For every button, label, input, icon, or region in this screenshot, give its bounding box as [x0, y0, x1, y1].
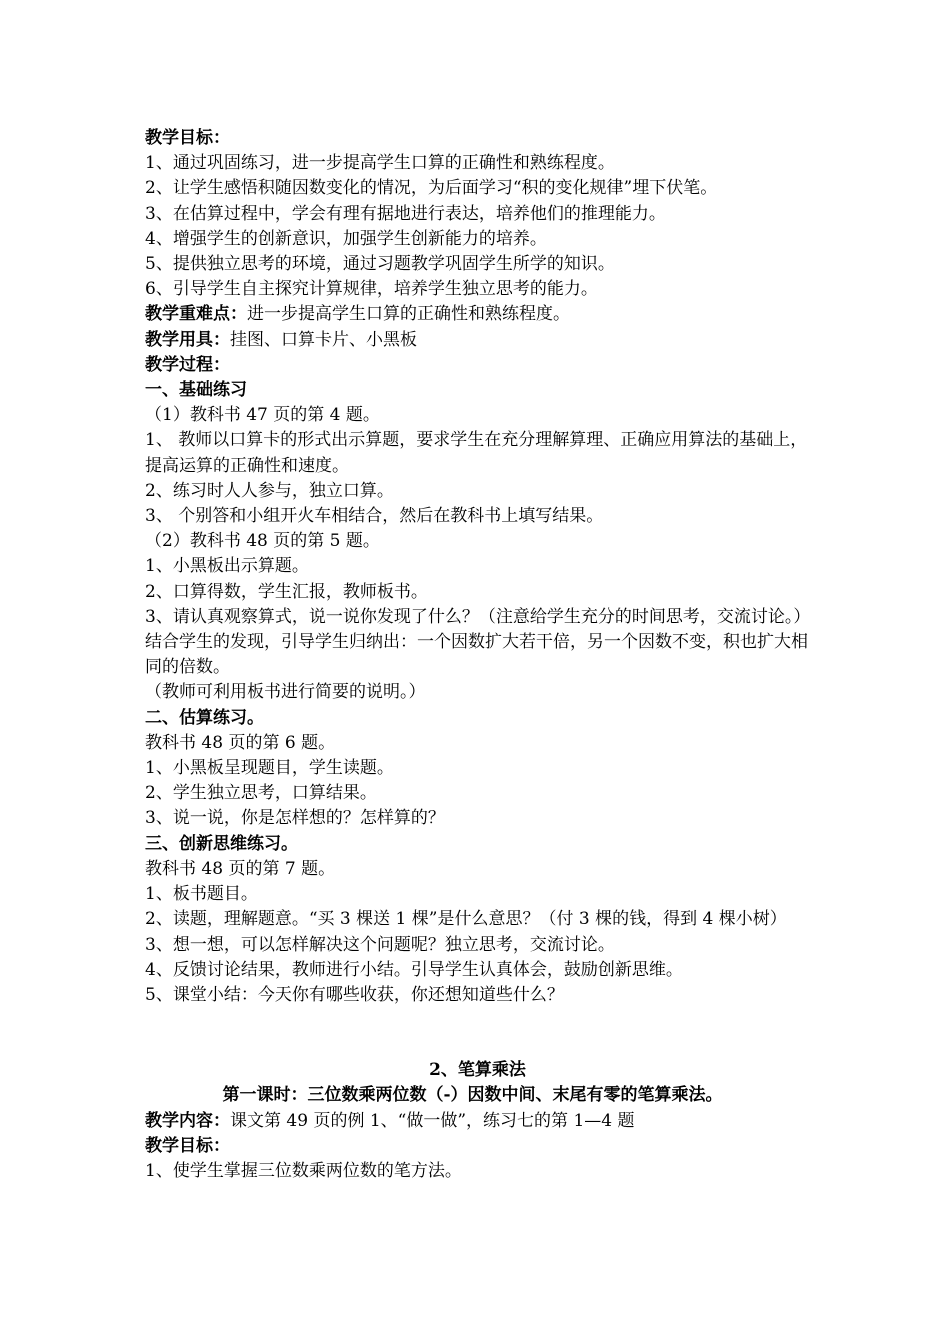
section-spacer — [145, 1008, 810, 1058]
key-difficulty-line — [145, 302, 810, 327]
teaching-content-line — [145, 1109, 810, 1134]
exercise-reference: 教科书 48 页的第 7 题。 — [145, 858, 336, 879]
step-item: 1、板书题目。 — [145, 884, 258, 905]
section-heading: 二、估算练习。 — [145, 707, 264, 728]
objective-item: 2、让学生感悟积随因数变化的情况，为后面学习“积的变化规律”埋下伏笔。 — [145, 178, 718, 199]
objective-item: 3、在估算过程中，学会有理有据地进行表达，培养他们的推理能力。 — [145, 203, 666, 224]
objective-item: 5、提供独立思考的环境，通过习题教学巩固学生所学的知识。 — [145, 254, 615, 275]
section-heading: 教学过程： — [145, 354, 230, 375]
objective-item: 1、使学生掌握三位数乘两位数的笔方法。 — [145, 1160, 462, 1181]
objective-item: 4、增强学生的创新意识，加强学生创新能力的培养。 — [145, 228, 547, 249]
step-item: 2、练习时人人参与，独立口算。 — [145, 480, 394, 501]
step-item: 2、口算得数，学生汇报，教师板书。 — [145, 581, 428, 602]
step-item: 1、小黑板呈现题目，学生读题。 — [145, 758, 394, 779]
key-difficulty-label: 教学重难点： — [145, 304, 247, 325]
step-item: 5、课堂小结：今天你有哪些收获，你还想知道些什么？ — [145, 984, 564, 1005]
step-item: 3、请认真观察算式，说一说你发现了什么？（注意给学生充分的时间思考，交流讨论。） — [145, 606, 811, 627]
section-heading: 一、基础练习 — [145, 380, 247, 401]
conclusion-paragraph: 结合学生的发现，引导学生归纳出：一个因数扩大若干倍，另一个因数不变，积也扩大相同的倍数。 — [145, 632, 808, 678]
exercise-reference: 教科书 48 页的第 6 题。 — [145, 732, 336, 753]
note-line: （教师可利用板书进行简要的说明。） — [145, 682, 426, 703]
step-item: 2、读题，理解题意。“买 3 棵送 1 棵”是什么意思？（付 3 棵的钱，得到 4 棵小树） — [145, 909, 787, 930]
exercise-reference: （2）教科书 48 页的第 5 题。 — [145, 531, 380, 552]
step-item: 1、 教师以口算卡的形式出示算题，要求学生在充分理解算理、正确应用算法的基础上，提高运算的正确性和速度。 — [145, 430, 808, 476]
teaching-tools-line — [145, 328, 810, 353]
step-item: 1、小黑板出示算题。 — [145, 556, 309, 577]
teaching-tools-text: 挂图、口算卡片、小黑板 — [230, 329, 417, 350]
chapter-title: 2、笔算乘法 — [429, 1060, 526, 1081]
lesson-title: 第一课时：三位数乘两位数（-）因数中间、末尾有零的笔算乘法。 — [222, 1085, 723, 1106]
step-item: 3、说一说，你是怎样想的？怎样算的？ — [145, 808, 445, 829]
document-body — [145, 126, 810, 1184]
teaching-tools-label: 教学用具： — [145, 329, 230, 350]
step-item: 4、反馈讨论结果，教师进行小结。引导学生认真体会，鼓励创新思维。 — [145, 959, 683, 980]
step-item: 2、学生独立思考，口算结果。 — [145, 783, 377, 804]
teaching-content-text: 课文第 49 页的例 1、“做一做”，练习七的第 1—4 题 — [230, 1110, 635, 1131]
step-item: 3、 个别答和小组开火车相结合，然后在教科书上填写结果。 — [145, 506, 604, 527]
step-item: 3、想一想，可以怎样解决这个问题呢？独立思考，交流讨论。 — [145, 934, 615, 955]
section-heading: 教学目标： — [145, 128, 230, 148]
key-difficulty-text: 进一步提高学生口算的正确性和熟练程度。 — [247, 304, 570, 325]
section-heading: 三、创新思维练习。 — [145, 833, 298, 854]
objective-item: 6、引导学生自主探究计算规律，培养学生独立思考的能力。 — [145, 279, 598, 300]
section-heading: 教学目标： — [145, 1135, 230, 1156]
teaching-content-label: 教学内容： — [145, 1110, 230, 1131]
exercise-reference: （1）教科书 47 页的第 4 题。 — [145, 405, 380, 426]
objective-item: 1、通过巩固练习，进一步提高学生口算的正确性和熟练程度。 — [145, 153, 615, 174]
